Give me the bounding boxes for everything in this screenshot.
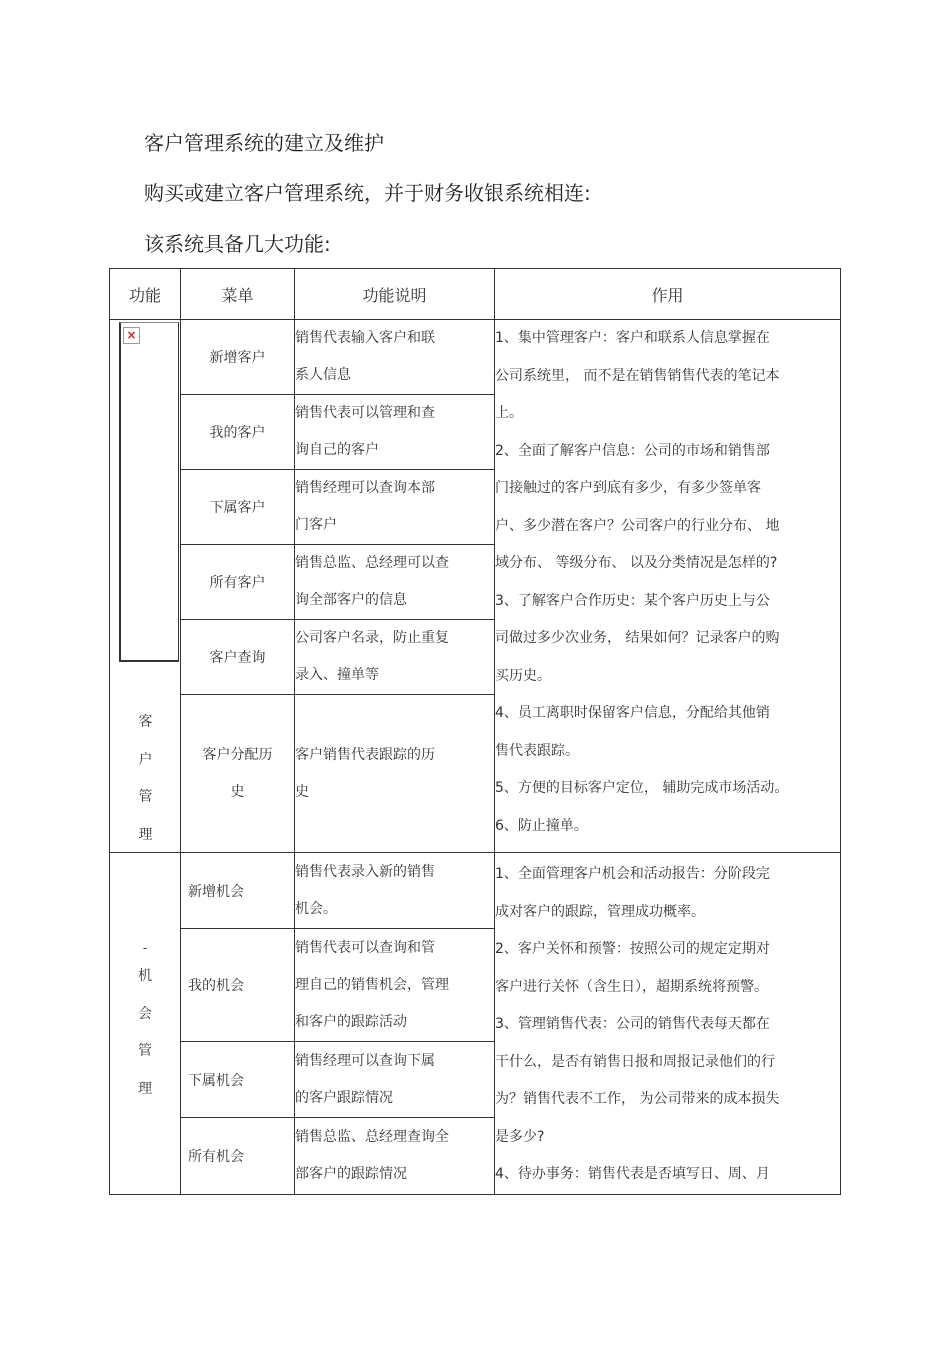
header-effect: 作用 (495, 269, 841, 320)
effect-opportunity-management: 1、全面管理客户机会和活动报告：分阶段完 成对客户的跟踪，管理成功概率。 2、客户关怀和预警：按照公司的规定定期对 客户进行关怀（含生日），超期系统将预警。 3、管理销售代表：公司的销售代表每天都在 干什么，是否有销售日报和周报记录他们的行 为？销售代表不工作， 为公司带来的成本损失 是多少? 4、待办事务：销售代表是否填写日、周、月 (495, 853, 841, 1195)
table-row (110, 853, 841, 929)
header-menu: 菜单 (181, 269, 295, 320)
menu-customer-query: 客户查询 (181, 620, 295, 695)
menu-subordinate-opportunities: 下属机会 (181, 1042, 295, 1118)
menu-all-opportunities: 所有机会 (181, 1118, 295, 1194)
menu-new-customer: 新增客户 (181, 320, 295, 395)
function-label: 客 户 管 理 (138, 714, 153, 843)
menu-subordinate-customers: 下属客户 (181, 470, 295, 545)
desc-subordinate-opportunities: 销售经理可以查询下属 的客户跟踪情况 (295, 1042, 495, 1118)
menu-my-customers: 我的客户 (181, 395, 295, 470)
image-placeholder-frame (119, 322, 179, 662)
header-description: 功能说明 (295, 269, 495, 320)
desc-customer-query: 公司客户名录，防止重复 录入、撞单等 (295, 620, 495, 695)
function-opportunity-management (110, 853, 181, 1195)
function-label: - 机 会 管 理 (138, 941, 152, 1097)
effect-customer-management: 1、集中管理客户：客户和联系人信息掌握在 公司系统里， 而不是在销售销售代表的笔记本 上。 2、全面了解客户信息：公司的市场和销售部 门接触过的客户到底有多少，有多少签单客 户、多少潜在客户？公司客户的行业分布、 地 域分布、 等级分布、 以及分类情况是怎样的? 3、了解客户合作历史：某个客户历史上与公 司做过多少次业务， 结果如何？记录客户的购 买历史。 4、员工离职时保留客户信息，分配给其他销 售代表跟踪。 5、方便的目标客户定位， 辅助完成市场活动。 6、防止撞单。 (495, 320, 841, 853)
menu-new-opportunity: 新增机会 (181, 853, 295, 929)
features-intro: 该系统具备几大功能: (144, 232, 331, 256)
page-title: 客户管理系统的建立及维护 (144, 131, 384, 155)
function-customer-management (110, 320, 181, 853)
desc-all-customers: 销售总监、总经理可以查 询全部客户的信息 (295, 545, 495, 620)
table-header-row (110, 269, 841, 320)
desc-all-opportunities: 销售总监、总经理查询全 部客户的跟踪情况 (295, 1118, 495, 1194)
desc-subordinate-customers: 销售经理可以查询本部 门客户 (295, 470, 495, 545)
desc-assignment-history: 客户销售代表跟踪的历 史 (295, 695, 495, 853)
menu-my-opportunities: 我的机会 (181, 929, 295, 1042)
broken-image-icon: × (123, 327, 140, 344)
header-function: 功能 (110, 269, 181, 320)
desc-my-opportunities: 销售代表可以查询和管 理自己的销售机会，管理 和客户的跟踪活动 (295, 929, 495, 1042)
desc-new-customer: 销售代表输入客户和联 系人信息 (295, 320, 495, 395)
desc-my-customers: 销售代表可以管理和查 询自己的客户 (295, 395, 495, 470)
desc-new-opportunity: 销售代表录入新的销售 机会。 (295, 853, 495, 929)
feature-table (109, 268, 841, 1195)
intro-line: 购买或建立客户管理系统，并于财务收银系统相连: (144, 181, 591, 205)
menu-all-customers: 所有客户 (181, 545, 295, 620)
table-row (110, 320, 841, 395)
menu-assignment-history: 客户分配历 史 (181, 695, 295, 853)
